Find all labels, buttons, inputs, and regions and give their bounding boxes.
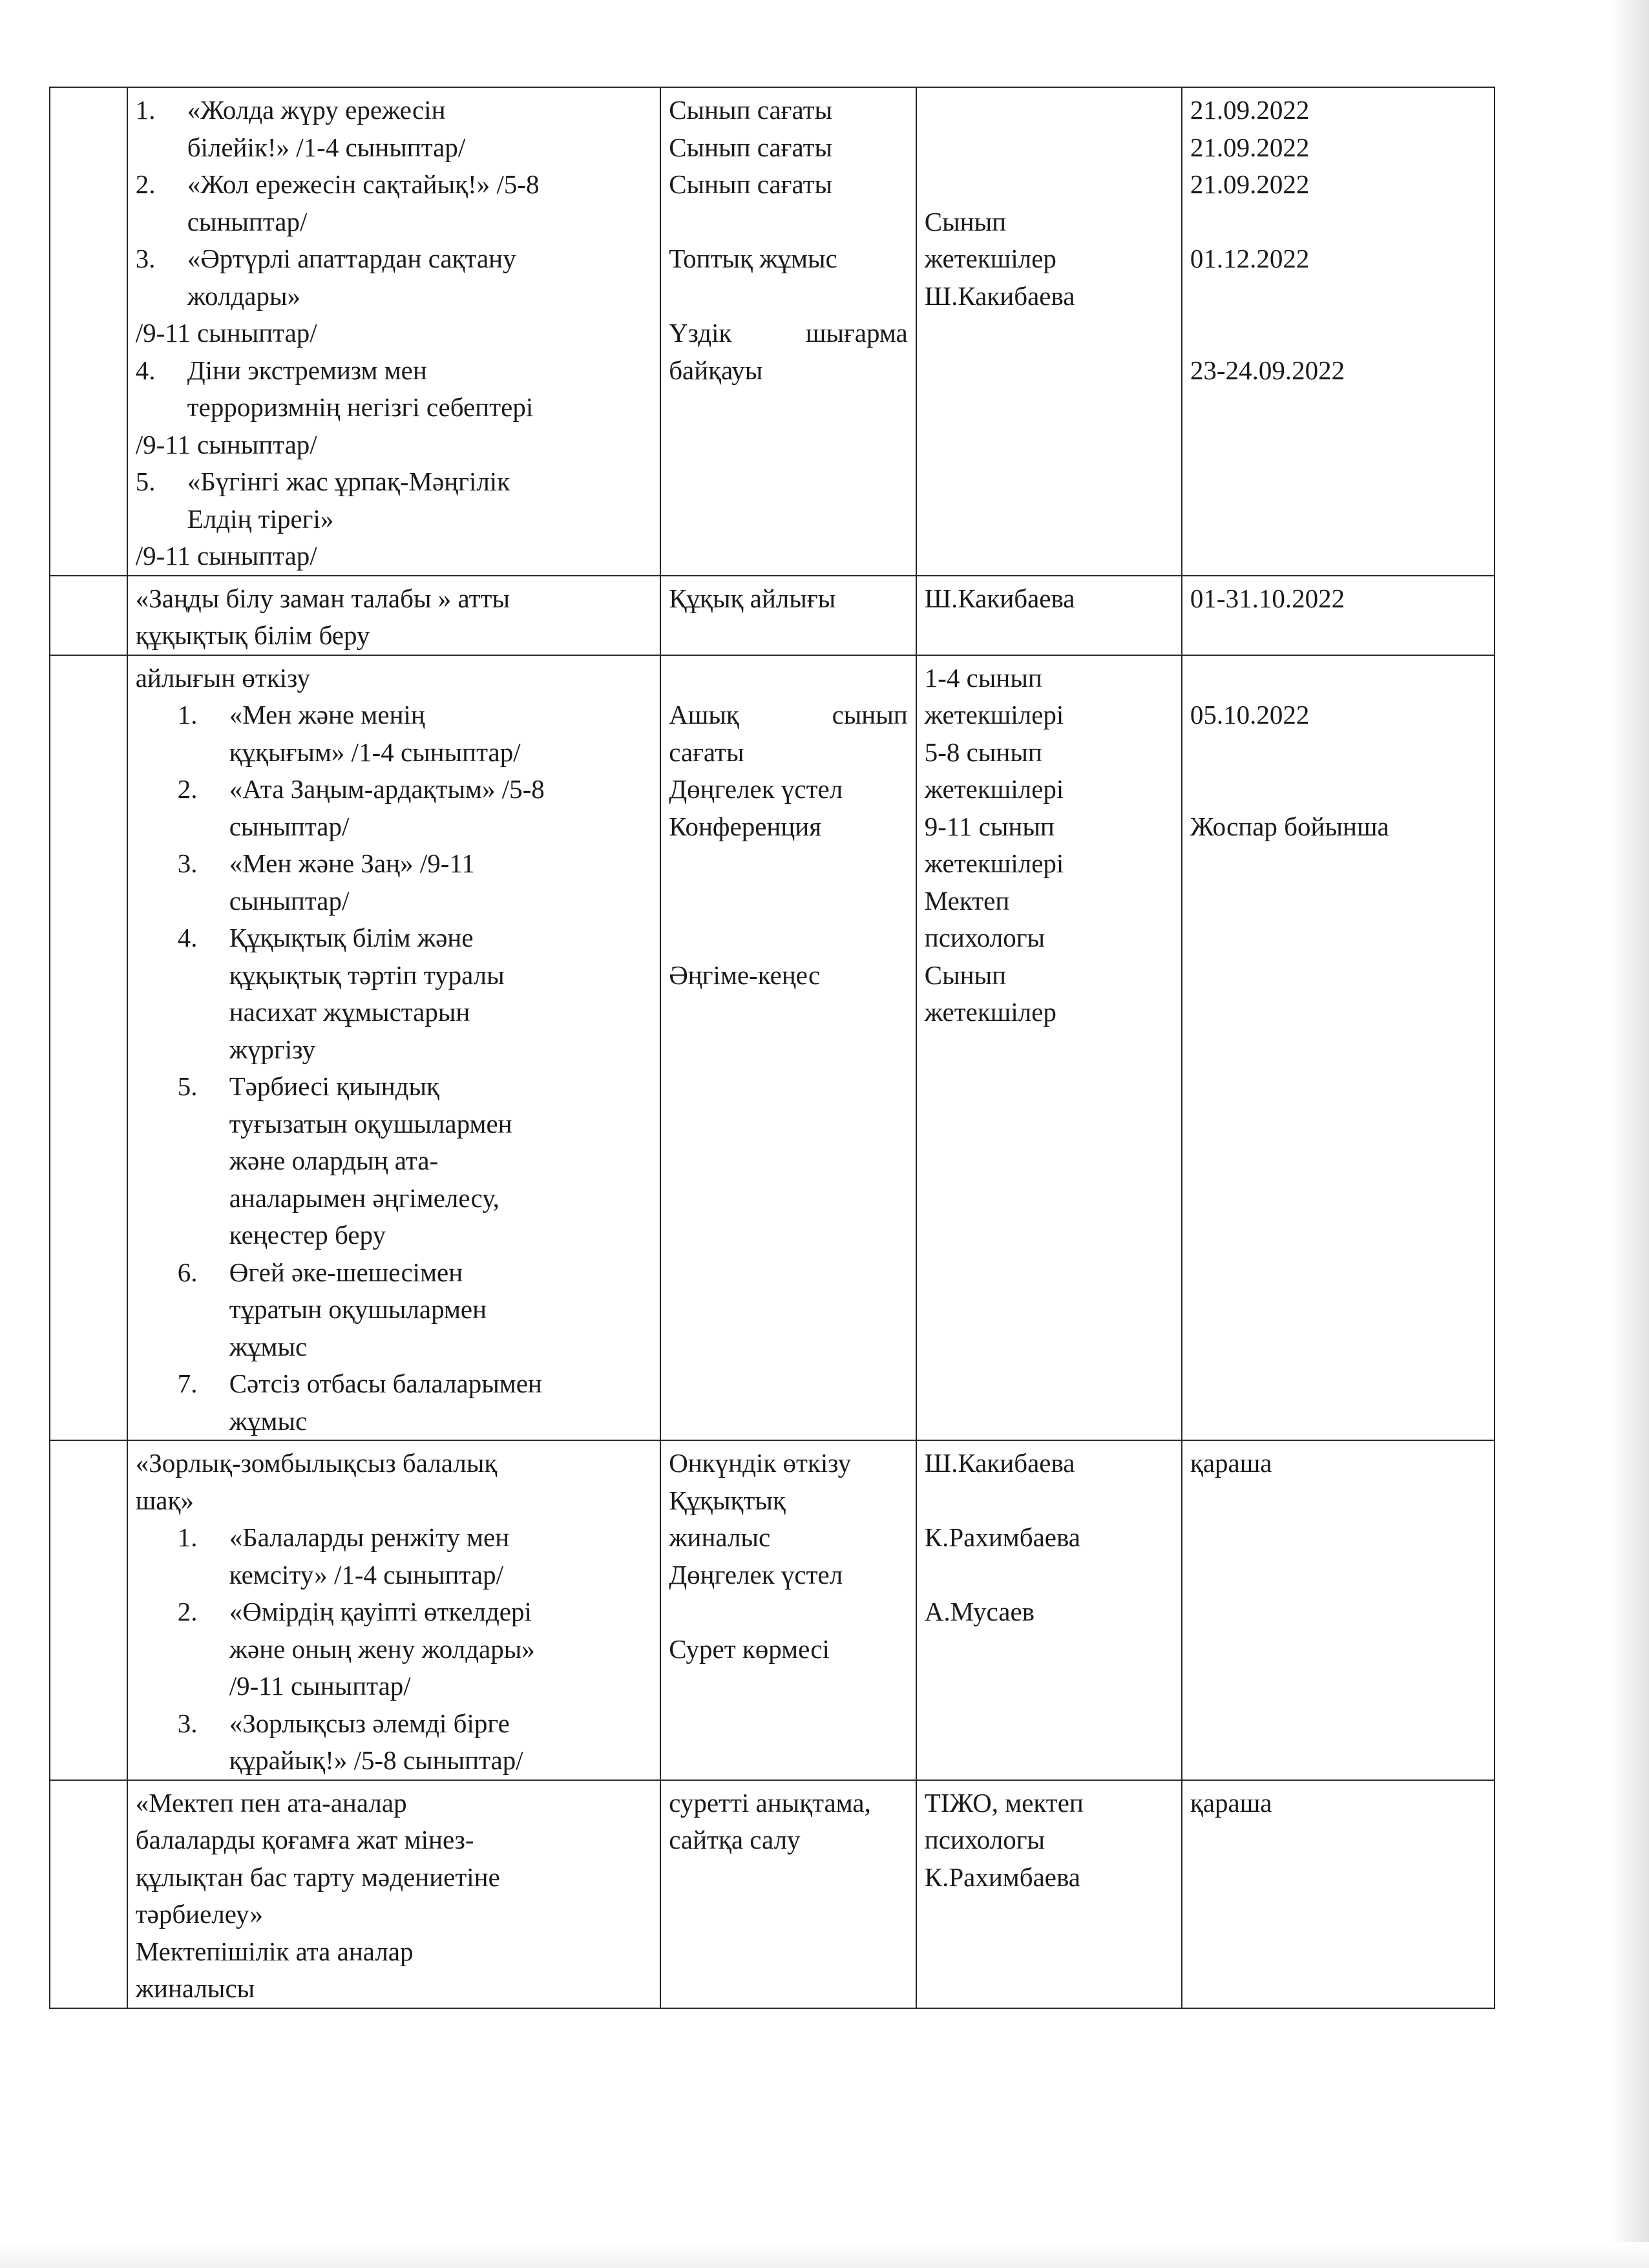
topic-text: Өгей әке-шешесімен [229,1257,463,1287]
form-cell [660,1780,916,2008]
word: Үздік [669,318,732,348]
topic-text: /9-11 сыныптар/ [135,318,317,348]
date-line [1190,660,1486,697]
form-line [669,315,908,352]
topic-text: құқығым» /1-4 сыныптар/ [229,737,521,767]
topic-line [136,1217,652,1254]
item-number: 1. [177,1522,198,1552]
table-row [50,655,1495,1441]
responsible-line [925,129,1173,167]
form-line [669,204,908,241]
topic-line [136,204,652,241]
form-line [669,697,908,734]
topic-line [136,538,652,575]
topic-line [136,617,652,655]
topic-line [136,1482,652,1520]
date-line: 21.09.2022 [1190,169,1310,199]
form-line: Дөңгелек үстел [669,774,843,804]
topic-text: Құқықтық білім және [229,923,474,952]
topic-line [136,1142,652,1180]
date-line [1190,771,1486,808]
form-line: Дөңгелек үстел [669,1559,843,1590]
date-line: қараша [1190,1787,1272,1818]
responsible-line [925,166,1173,204]
item-number: 1. [177,700,198,730]
topic-text: аналарымен әңгімелесу, [229,1182,499,1213]
topic-text: және олардың ата- [229,1146,439,1175]
responsible-line [925,1557,1173,1594]
responsible-cell [916,576,1182,655]
form-line: Сынып сағаты [669,95,833,125]
date-line: Жоспар бойынша [1190,811,1389,841]
topic-line [136,734,652,772]
form-line: суретті анықтама, [669,1787,871,1818]
table-row [50,1440,1495,1780]
date-cell [1182,1780,1495,2008]
form-line: байқауы [669,355,763,385]
topic-text: білейік!» /1-4 сыныптар/ [187,132,466,162]
topic-text: терроризмнің негізгі себептері [187,392,534,422]
topic-line [136,697,652,734]
topic-line [136,845,652,883]
topic-text: шақ» [135,1485,194,1515]
topic-line [136,129,652,167]
topic-line [136,463,652,501]
topic-cell [127,655,660,1441]
form-line: Құқық айлығы [669,583,836,613]
form-line [669,1593,908,1631]
responsible-line: жетекшілері [924,848,1064,878]
topic-line [136,1403,652,1440]
form-line [669,278,908,315]
topic-line [136,1668,652,1705]
topic-line [136,1106,652,1143]
topic-line [136,1445,652,1482]
word: сынып [832,700,908,730]
topic-text: тәрбиелеу» [135,1899,263,1929]
topic-text: насихат жұмыстарын [229,997,470,1027]
topic-text: «Жол ережесін сақтайық!» /5-8 [187,169,540,199]
responsible-line: жетекшілері [924,700,1064,730]
form-line [669,883,908,920]
form-line: Конференция [669,811,822,841]
topic-text: /9-11 сыныптар/ [229,1671,411,1701]
topic-text: жұмыс [229,1405,308,1436]
date-line: қараша [1190,1448,1272,1478]
topic-line [136,352,652,390]
responsible-line: Ш.Какибаева [924,1448,1075,1478]
topic-line [136,426,652,464]
item-number: 5. [177,1071,198,1101]
topic-text: жиналысы [135,1973,255,2003]
topic-text: жолдары» [187,280,301,311]
topic-text: Мектепішілік ата аналар [135,1936,414,1966]
topic-text: Діни экстремизм мен [187,355,427,385]
responsible-line: жетекшілер [924,244,1056,273]
topic-text: айлығын өткізу [135,662,310,693]
date-line: 01-31.10.2022 [1190,583,1345,613]
topic-text: туғызатын оқушылармен [229,1108,512,1139]
row-index-cell [50,655,127,1441]
topic-line [136,1970,652,2008]
topic-text: /9-11 сыныптар/ [135,541,317,571]
topic-line [136,1742,652,1780]
date-line [1190,204,1486,241]
form-cell [660,1440,916,1780]
topic-line [136,278,652,315]
responsible-cell [916,1780,1182,2008]
topic-line [136,660,652,697]
topic-line [136,1254,652,1292]
topic-text: «Өмірдің қауіпті өткелдері [229,1597,532,1626]
topic-line [136,240,652,278]
topic-text: жүргізу [229,1034,316,1064]
topic-line [136,1859,652,1896]
form-line [669,845,908,883]
form-line: Сынып сағаты [669,169,833,199]
item-number: 6. [177,1257,198,1287]
topic-text: Елдің тірегі» [187,503,334,534]
date-line: 21.09.2022 [1190,95,1310,125]
topic-text: кеңестер беру [229,1220,386,1250]
responsible-cell [916,1440,1182,1780]
topic-text: «Зорлық-зомбылықсыз балалық [135,1448,498,1478]
topic-line [136,1031,652,1069]
responsible-line: психологы [924,1825,1045,1854]
plan-table-body [50,87,1495,2008]
form-line [669,919,908,957]
topic-text: Сәтсіз отбасы балаларымен [229,1369,542,1398]
topic-cell [127,1780,660,2008]
responsible-line: жетекшілер [924,997,1056,1027]
topic-text: жұмыс [229,1331,308,1361]
item-number: 2. [135,169,156,199]
form-line: сайтқа салу [669,1825,801,1854]
row-index-cell [50,87,127,576]
topic-text: және оның жену жолдары» [229,1633,535,1664]
responsible-line: ТІЖО, мектеп [924,1787,1084,1818]
topic-text: «Мен және менің [229,700,425,730]
topic-line [136,771,652,808]
responsible-line: Ш.Какибаева [924,583,1075,613]
responsible-line: Ш.Какибаева [924,280,1075,311]
responsible-line: Сынып [924,206,1007,236]
topic-line [136,1896,652,1933]
responsible-line: А.Мусаев [924,1597,1035,1626]
form-line: Құқықтық [669,1485,786,1515]
topic-text: «Мен және Заң» /9-11 [229,848,475,878]
topic-cell [127,1440,660,1780]
topic-text: «Әртүрлі апаттардан сақтану [187,244,516,273]
topic-line [136,994,652,1031]
scan-edge-shadow [1610,0,1649,2268]
word: шығарма [805,318,908,348]
plan-table [49,87,1495,2009]
topic-text: «Мектеп пен ата-аналар [135,1787,407,1818]
topic-text: тұратын оқушылармен [229,1294,487,1324]
item-number: 4. [135,355,156,385]
responsible-line [925,1482,1173,1520]
form-cell [660,87,916,576]
form-cell [660,655,916,1441]
topic-line [136,580,652,618]
topic-line [136,1822,652,1859]
table-row [50,1780,1495,2008]
row-index-cell [50,576,127,655]
form-line: Әңгіме-кеңес [669,960,821,990]
topic-text: сыныптар/ [187,206,308,236]
topic-text: құрайық!» /5-8 сыныптар/ [229,1745,523,1775]
topic-line [136,883,652,920]
topic-line [136,1180,652,1217]
date-line: 21.09.2022 [1190,132,1310,162]
topic-line [136,957,652,994]
item-number: 3. [177,1708,198,1738]
responsible-line: Сынып [924,960,1007,990]
form-line [669,660,908,697]
date-cell [1182,655,1495,1441]
topic-line [136,808,652,846]
date-line [1190,278,1486,315]
topic-line [136,1933,652,1971]
topic-cell [127,576,660,655]
form-line: жиналыс [669,1522,771,1552]
item-number: 2. [177,774,198,804]
topic-line [136,1785,652,1822]
item-number: 3. [177,848,198,878]
responsible-cell [916,655,1182,1441]
form-line: Сынып сағаты [669,132,833,162]
topic-line [136,1068,652,1106]
topic-line [136,501,652,538]
topic-cell [127,87,660,576]
form-line: Онкүндік өткізу [669,1448,852,1478]
responsible-line: Мектеп [924,885,1010,916]
topic-line [136,1291,652,1328]
item-number: 4. [177,923,198,952]
responsible-line: 1-4 сынып [924,662,1042,693]
topic-text: сыныптар/ [229,811,350,841]
topic-line [136,92,652,129]
form-line: Сурет көрмесі [669,1633,830,1664]
form-line: сағаты [669,737,744,767]
topic-line [136,919,652,957]
date-line: 05.10.2022 [1190,700,1310,730]
form-cell [660,576,916,655]
topic-text: «Зорлықсыз әлемді бірге [229,1708,510,1738]
date-line: 01.12.2022 [1190,244,1310,273]
responsible-line: 9-11 сынып [924,811,1055,841]
item-number: 5. [135,467,156,496]
date-line [1190,315,1486,352]
date-cell [1182,1440,1495,1780]
table-row [50,576,1495,655]
topic-line [136,166,652,204]
responsible-line: 5-8 сынып [924,737,1042,767]
topic-text: құқықтық білім беру [135,620,370,650]
topic-line [136,1519,652,1557]
topic-text: сыныптар/ [229,885,350,916]
responsible-cell [916,87,1182,576]
form-line: Топтық жұмыс [669,244,837,273]
responsible-line: жетекшілері [924,774,1064,804]
topic-text: /9-11 сыныптар/ [135,429,317,459]
word: Ашық [669,700,739,730]
topic-text: балаларды қоғамға жат мінез- [135,1825,474,1854]
topic-line [136,1557,652,1594]
row-index-cell [50,1440,127,1780]
item-number: 2. [177,1597,198,1626]
responsible-line: К.Рахимбаева [924,1522,1081,1552]
responsible-line: К.Рахимбаева [924,1862,1081,1892]
topic-line [136,1631,652,1668]
date-line [1190,734,1486,772]
item-number: 7. [177,1369,198,1398]
topic-line [136,1705,652,1743]
date-cell [1182,87,1495,576]
item-number: 1. [135,95,156,125]
row-index-cell [50,1780,127,2008]
item-number: 3. [135,244,156,273]
topic-line [136,1365,652,1403]
topic-text: құқықтық тәртіп туралы [229,960,505,990]
topic-text: құлықтан бас тарту мәдениетіне [135,1862,500,1892]
scan-bottom-shadow [0,2242,1649,2268]
topic-text: «Бүгінгі жас ұрпақ-Мәңгілік [187,467,510,496]
topic-text: кемсіту» /1-4 сыныптар/ [229,1559,503,1590]
date-line: 23-24.09.2022 [1190,355,1345,385]
topic-line [136,389,652,426]
topic-line [136,1328,652,1366]
topic-line [136,1593,652,1631]
topic-line [136,315,652,352]
date-cell [1182,576,1495,655]
topic-text: «Жолда жүру ережесін [187,95,446,125]
responsible-line: психологы [924,923,1045,952]
topic-text: Тәрбиесі қиындық [229,1071,439,1101]
topic-text: «Балаларды ренжіту мен [229,1522,510,1552]
topic-text: «Ата Заңым-ардақтым» /5-8 [229,774,545,804]
topic-text: «Заңды білу заман талабы » атты [135,583,510,613]
table-row [50,87,1495,576]
responsible-line [925,92,1173,129]
